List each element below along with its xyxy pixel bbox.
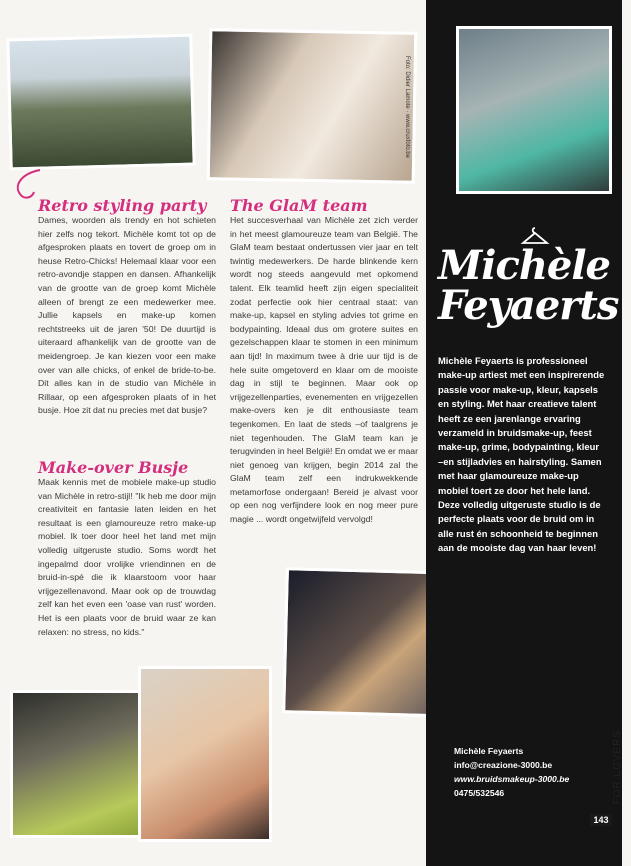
profile-name-line2: Feyaerts — [438, 282, 619, 329]
bride-hairstyling-photo — [207, 28, 418, 184]
contact-name: Michèle Feyaerts — [454, 746, 524, 756]
makeover-busje-heading: Make-over Busje — [38, 458, 189, 477]
retro-styling-heading: Retro styling party — [38, 196, 207, 215]
glam-team-heading: The GlaM team — [230, 196, 368, 215]
bride-photo-credit: Foto: Didier Lamote · www.cruxfoto.be — [404, 56, 410, 159]
contact-email: info@creazione-3000.be — [454, 760, 553, 770]
page-number: 143 — [590, 814, 612, 826]
profile-name-line1: Michèle — [438, 242, 611, 289]
makeover-busje-text: Maak kennis met de mobiele make-up studio van Michèle in retro-stijl! "Ik heb me door mijn creativiteit en fantasie laten leiden en het resultaat is een glamoureuze retro make-up mobiel. Ik toer door heel het land met mijn volledig uitgeruste studio. Soms wordt het ingepalmd door vrolijke vriendinnen en de bruid-in-spé die ik klaarstoom voor haar vrijgezellenavond. Maar ook op de trouwdag zelf kan het even een 'oase van rust' worden. Het is een plaats voor de bruid waar ze kan relaxen: no stress, no kids." — [38, 477, 216, 637]
section-label-text: FOR LOVERS — [612, 730, 623, 805]
contact-website: www.bruidsmakeup-3000.be — [454, 774, 570, 784]
contact-block — [454, 744, 604, 800]
contact-phone: 0475/532546 — [454, 788, 505, 798]
michele-portrait-photo — [456, 26, 612, 194]
retro-van-photo — [6, 34, 195, 171]
profile-name-heading — [438, 242, 619, 329]
makeup-application-photo — [138, 666, 272, 842]
glam-team-text: Het succesverhaal van Michèle zet zich verder in het meest glamoureuze team van België. The GlaM team bestaat ondertussen vier jaar en telt twintig medewerkers. De harde blinkende kern wordt nog steeds aangevuld met opkomend talent. Elk teamlid heeft zijn eigen specialiteit zodat perfectie ook hier centraal staat: van make-up, kapsel en styling advies tot grime en bodypainting. Ideaal dus om grotere suites en gezelschappen klaar te stomen in een minimum aan tijd! In maximum twee à drie uur tijd is de hele suite omgetoverd en klaar om de mooiste dag in stijl te beginnen. Maar ook op vrijgezellenparties, evenementen en vrijgezellen make-overs ken je dit enthousiaste team tegenkomen. En laat de steds –of taalgrens je niet tegenhouden. The GlaM team kan je terugvinden in heel België! En omdat we er maar niet genoeg van krijgen, begin 2014 zal the GlaM team zelf een indrukwekkende metamorfose ondergaan! Bereid je alvast voor op een nog verfijndere look en nog meer pure magie ... wordt ongetwijfeld vervolgd! — [230, 215, 418, 525]
retro-styling-text: Dames, woorden als trendy en hot schieten hier zelfs nog tekort. Michèle komt tot op de afgesproken plaats en tovert de groep om in heuse Retro-Chicks! Helemaal klaar voor een retro-avondje stappen en dansen. Afhankelijk van de grootte van de groep komt Michèle alleen of brengt ze een medewerker mee. Jullie kapsels en make-up komen rechtstreeks uit de jaren '50! De duurtijd is uiteraard afhankelijk van de grootte van de meidengroep. Je kan kiezen voor een make over van alle chicks, of enkel de bride-to-be. Dit alles kan in de studio van Michèle in Rillaar, op een afgesproken plaats of in het busje. Hoe zit dat nu precies met dat busje? — [38, 215, 216, 416]
section-label — [612, 730, 624, 820]
makeup-session-photo — [10, 690, 146, 838]
profile-bio: Michèle Feyaerts is professioneel make-up artiest met een inspirerende passie voor make-up, kleur, kapsels en styling. Met haar creatieve talent heeft ze een jarenlange ervaring verzameld in bruidsmake-up, feest make-up, grime, bodypainting, kleur –en stijladvies en hairstyling. Samen met haar glamoureuze make-up mobiel toert ze door het hele land. Deze volledig uitgeruste studio is de perfecte plaats voor de bruid om in alle rust én schoonheid te beginnen aan de mooiste dag van haar leven! — [438, 355, 605, 554]
